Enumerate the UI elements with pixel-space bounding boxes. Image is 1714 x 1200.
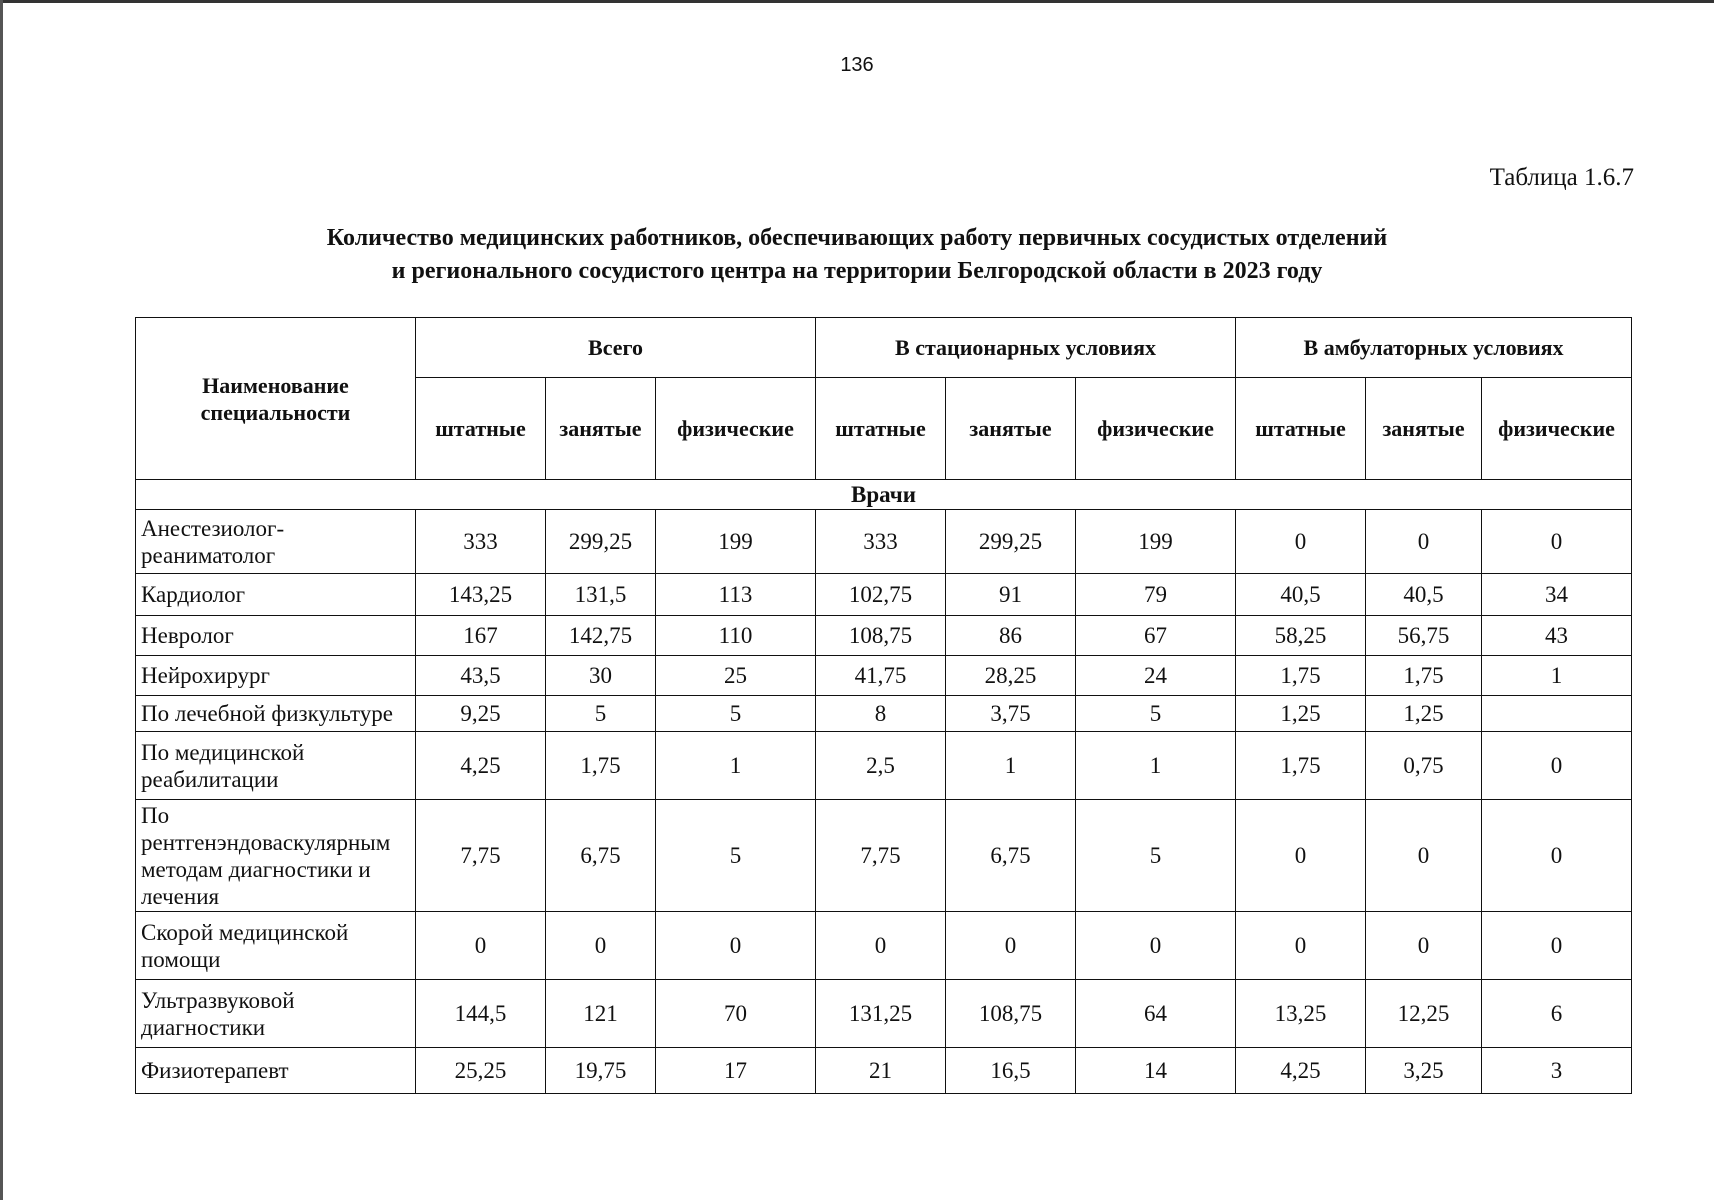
value-cell: 40,5	[1366, 574, 1482, 616]
value-cell: 79	[1076, 574, 1236, 616]
value-cell: 131,5	[546, 574, 656, 616]
value-cell: 5	[656, 696, 816, 732]
value-cell: 9,25	[416, 696, 546, 732]
value-cell: 34	[1482, 574, 1632, 616]
value-cell: 5	[546, 696, 656, 732]
specialty-name: Скорой медицинской помощи	[136, 912, 416, 980]
value-cell: 4,25	[1236, 1048, 1366, 1094]
table-row	[136, 574, 1632, 616]
title-line-1: Количество медицинских работников, обеспечивающих работу первичных сосудистых отделений	[326, 225, 1388, 251]
specialty-name: По лечебной физкультуре	[136, 696, 416, 732]
value-cell: 3,75	[946, 696, 1076, 732]
value-cell: 131,25	[816, 980, 946, 1048]
value-cell: 5	[656, 800, 816, 912]
value-cell: 3	[1482, 1048, 1632, 1094]
value-cell: 64	[1076, 980, 1236, 1048]
table-row	[136, 732, 1632, 800]
table-label: Таблица 1.6.7	[1489, 164, 1634, 191]
specialty-name: По медицинской реабилитации	[136, 732, 416, 800]
header-subcolumn: занятые	[946, 378, 1076, 480]
value-cell: 56,75	[1366, 616, 1482, 656]
value-cell: 24	[1076, 656, 1236, 696]
value-cell: 0	[1482, 732, 1632, 800]
value-cell: 16,5	[946, 1048, 1076, 1094]
value-cell: 5	[1076, 800, 1236, 912]
table-row	[136, 980, 1632, 1048]
value-cell	[1482, 696, 1632, 732]
value-cell: 0	[816, 912, 946, 980]
header-subcolumn: физические	[656, 378, 816, 480]
value-cell: 0	[1236, 800, 1366, 912]
value-cell: 1	[1076, 732, 1236, 800]
value-cell: 1,25	[1366, 696, 1482, 732]
value-cell: 41,75	[816, 656, 946, 696]
specialty-name: По рентгенэндоваскулярным методам диагностики и лечения	[136, 800, 416, 912]
page-number: 136	[840, 54, 874, 76]
value-cell: 0	[1076, 912, 1236, 980]
value-cell: 6,75	[546, 800, 656, 912]
header-subcolumn: штатные	[1236, 378, 1366, 480]
value-cell: 0	[1366, 800, 1482, 912]
specialty-name: Ультразвуковой диагностики	[136, 980, 416, 1048]
value-cell: 167	[416, 616, 546, 656]
value-cell: 142,75	[546, 616, 656, 656]
value-cell: 8	[816, 696, 946, 732]
value-cell: 1	[946, 732, 1076, 800]
value-cell: 333	[816, 510, 946, 574]
value-cell: 6,75	[946, 800, 1076, 912]
specialty-name: Невролог	[136, 616, 416, 656]
value-cell: 0	[546, 912, 656, 980]
header-subcolumn: физические	[1482, 378, 1632, 480]
staff-table	[135, 317, 1632, 1094]
value-cell: 108,75	[946, 980, 1076, 1048]
value-cell: 0	[1236, 912, 1366, 980]
header-group-outpatient: В амбулаторных условиях	[1236, 318, 1632, 378]
header-group-total: Всего	[416, 318, 816, 378]
value-cell: 43,5	[416, 656, 546, 696]
value-cell: 299,25	[546, 510, 656, 574]
value-cell: 7,75	[416, 800, 546, 912]
value-cell: 0	[946, 912, 1076, 980]
header-subcolumn: штатные	[816, 378, 946, 480]
value-cell: 0,75	[1366, 732, 1482, 800]
value-cell: 143,25	[416, 574, 546, 616]
value-cell: 6	[1482, 980, 1632, 1048]
header-group-inpatient: В стационарных условиях	[816, 318, 1236, 378]
value-cell: 28,25	[946, 656, 1076, 696]
value-cell: 1,25	[1236, 696, 1366, 732]
title-line-2: и регионального сосудистого центра на территории Белгородской области в 2023 году	[391, 258, 1323, 284]
scan-top-edge	[0, 0, 1714, 3]
value-cell: 4,25	[416, 732, 546, 800]
value-cell: 58,25	[1236, 616, 1366, 656]
value-cell: 1,75	[1236, 732, 1366, 800]
table-row	[136, 1048, 1632, 1094]
header-subcolumn: штатные	[416, 378, 546, 480]
value-cell: 144,5	[416, 980, 546, 1048]
value-cell: 108,75	[816, 616, 946, 656]
value-cell: 86	[946, 616, 1076, 656]
table-row	[136, 696, 1632, 732]
value-cell: 14	[1076, 1048, 1236, 1094]
specialty-name: Физиотерапевт	[136, 1048, 416, 1094]
value-cell: 2,5	[816, 732, 946, 800]
value-cell: 19,75	[546, 1048, 656, 1094]
value-cell: 199	[656, 510, 816, 574]
header-specialty: Наименование специальности	[136, 318, 416, 480]
table-row	[136, 510, 1632, 574]
value-cell: 0	[416, 912, 546, 980]
value-cell: 0	[1366, 912, 1482, 980]
value-cell: 12,25	[1366, 980, 1482, 1048]
table-row	[136, 912, 1632, 980]
value-cell: 1	[656, 732, 816, 800]
header-subcolumn: занятые	[1366, 378, 1482, 480]
header-subcolumn: физические	[1076, 378, 1236, 480]
value-cell: 13,25	[1236, 980, 1366, 1048]
table-row	[136, 616, 1632, 656]
table-header	[136, 318, 1632, 480]
value-cell: 1,75	[546, 732, 656, 800]
value-cell: 0	[1482, 510, 1632, 574]
value-cell: 0	[1482, 912, 1632, 980]
value-cell: 1,75	[1366, 656, 1482, 696]
table-row	[136, 800, 1632, 912]
value-cell: 0	[656, 912, 816, 980]
value-cell: 3,25	[1366, 1048, 1482, 1094]
value-cell: 121	[546, 980, 656, 1048]
value-cell: 1	[1482, 656, 1632, 696]
value-cell: 1,75	[1236, 656, 1366, 696]
value-cell: 299,25	[946, 510, 1076, 574]
value-cell: 7,75	[816, 800, 946, 912]
table-body	[136, 480, 1632, 1094]
section-doctors: Врачи	[136, 480, 1632, 510]
value-cell: 21	[816, 1048, 946, 1094]
value-cell: 70	[656, 980, 816, 1048]
scan-left-edge	[0, 0, 3, 1200]
value-cell: 25,25	[416, 1048, 546, 1094]
table-row	[136, 656, 1632, 696]
header-subcolumn: занятые	[546, 378, 656, 480]
value-cell: 5	[1076, 696, 1236, 732]
specialty-name: Анестезиолог-реаниматолог	[136, 510, 416, 574]
value-cell: 25	[656, 656, 816, 696]
value-cell: 333	[416, 510, 546, 574]
table-title	[0, 222, 1714, 288]
value-cell: 0	[1236, 510, 1366, 574]
value-cell: 17	[656, 1048, 816, 1094]
value-cell: 91	[946, 574, 1076, 616]
specialty-name: Кардиолог	[136, 574, 416, 616]
value-cell: 102,75	[816, 574, 946, 616]
value-cell: 199	[1076, 510, 1236, 574]
value-cell: 40,5	[1236, 574, 1366, 616]
value-cell: 110	[656, 616, 816, 656]
specialty-name: Нейрохирург	[136, 656, 416, 696]
value-cell: 67	[1076, 616, 1236, 656]
value-cell: 113	[656, 574, 816, 616]
value-cell: 43	[1482, 616, 1632, 656]
value-cell: 0	[1366, 510, 1482, 574]
value-cell: 0	[1482, 800, 1632, 912]
value-cell: 30	[546, 656, 656, 696]
